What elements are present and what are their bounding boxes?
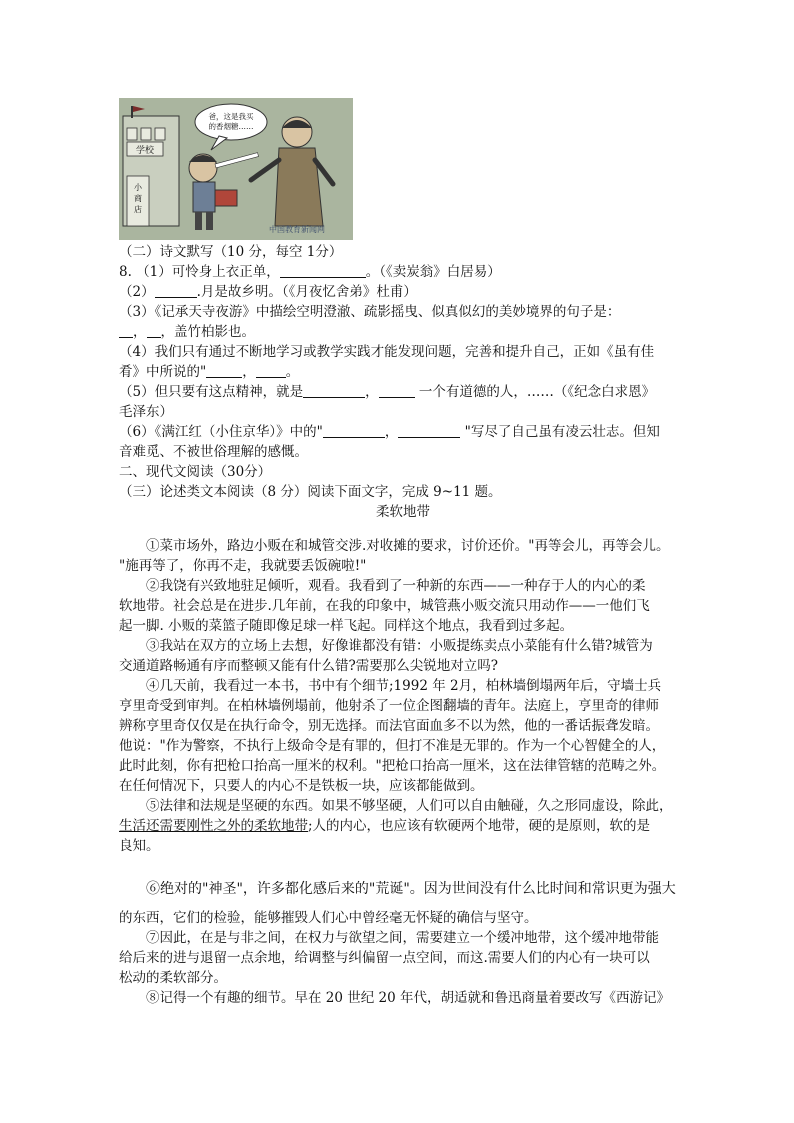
question-8-3-cont: ， ，盖竹柏影也。 xyxy=(119,322,687,342)
svg-text:爸，这是我买: 爸，这是我买 xyxy=(208,112,254,121)
paragraph-5-cont: 生活还需要刚性之外的柔软地带;人的内心，也应该有软硬两个地带，硬的是原则，软的是 xyxy=(119,818,651,834)
paragraph-4: ④几天前，我看过一本书，书中有个细节;1992 年 2月，柏林墙倒塌两年后，守墙士兵 xyxy=(146,678,662,694)
question-8-6: （6）《满江红（小住京华）》中的" ， "写尽了自己虽有凌云壮志。但知 xyxy=(119,424,660,440)
question-8-4: （4）我们只有通过不断地学习或教学实践才能发现问题，完善和提升自己，正如《虽有佳 xyxy=(119,344,655,360)
paragraph-5-cont: 良知。 xyxy=(119,838,160,854)
cartoon-drawing xyxy=(119,98,353,240)
paragraph-2-cont: 软地带。社会总是在进步.几年前，在我的印象中，城管燕小贩交流只用动作——一他们飞 xyxy=(119,598,650,614)
article-body-2 xyxy=(119,878,687,900)
paragraph-6-cont: 的东西，它们的检验，能够摧毁人们心中曾经毫无怀疑的确信与坚守。 xyxy=(119,910,538,926)
answer-blank[interactable] xyxy=(323,423,385,438)
underlined-sentence: 生活还需要刚性之外的柔软地带 xyxy=(119,818,308,834)
question-8-6-cont: 音难觅、不被世俗理解的感慨。 xyxy=(119,444,308,460)
paragraph-4-cont: 辨称亨里奇仅仅是在执行命令，别无选择。而法官面血多不以为然，他的一番话振聋发暗。 xyxy=(119,718,659,734)
answer-blank[interactable] xyxy=(119,323,133,338)
part-two-heading: 二、现代文阅读（30分） xyxy=(119,464,272,480)
answer-blank[interactable] xyxy=(155,283,197,298)
paragraph-1-cont: "施再等了，你再不走，我就要丢饭碗啦!" xyxy=(119,558,367,574)
article-body xyxy=(119,536,687,856)
answer-blank[interactable] xyxy=(379,383,415,398)
svg-text:的香烟糖……: 的香烟糖…… xyxy=(208,122,254,131)
paragraph-7-cont: 给后来的进与退留一点余地，给调整与纠偏留一点空间，而这.需要人们的内心有一块可以 xyxy=(119,950,650,966)
paragraph-1: ①菜市场外，路边小贩在和城管交涉.对收摊的要求，讨价还价。"再等会儿，再等会儿。 xyxy=(146,538,670,554)
paragraph-8: ⑧记得一个有趣的细节。早在 20 世纪 20 年代，胡适就和鲁迅商量着要改写《西游记》 xyxy=(146,990,671,1006)
watermark: 中国教育新闻网 xyxy=(269,225,325,234)
paragraph-7: ⑦因此，在是与非之间，在权力与欲望之间，需要建立一个缓冲地带，这个缓冲地带能 xyxy=(146,930,659,946)
paragraph-3-cont: 交通道路畅通有序而整顿又能有什么错?需要那么尖锐地对立吗? xyxy=(119,658,498,674)
part-three-heading: （三）论述类文本阅读（8 分）阅读下面文字，完成 9~11 题。 xyxy=(119,484,502,500)
answer-blank[interactable] xyxy=(303,383,365,398)
paragraph-4-cont: 他说："作为警察，不执行上级命令是有罪的，但打不准是无罪的。作为一个心智健全的人， xyxy=(119,738,666,754)
answer-blank[interactable] xyxy=(280,263,366,278)
paragraph-7-cont: 松动的柔软部分。 xyxy=(119,970,227,986)
question-8-3: （3）《记承天寺夜游》中描绘空明澄澈、疏影摇曳、似真似幻的美妙境界的句子是： xyxy=(119,304,621,320)
paragraph-6: ⑥绝对的"神圣"，许多都化感后来的"荒诞"。因为世间没有什么比时间和常识更为强大 xyxy=(146,881,676,897)
article-body-3 xyxy=(119,908,687,1008)
paragraph-5: ⑤法律和法规是坚硬的东西。如果不够坚硬，人们可以自由触碰，久之形同虚设，除此， xyxy=(146,798,673,814)
question-8-5-cont: 毛泽东） xyxy=(119,404,173,420)
svg-text:商: 商 xyxy=(134,194,142,203)
paragraph-4-cont: 在任何情况下，只要人的内心不是铁板一块，应该都能做到。 xyxy=(119,778,484,794)
question-8-2: （2） .月是故乡明。（《月夜忆舍弟》杜甫） xyxy=(119,284,417,300)
answer-blank[interactable] xyxy=(206,363,242,378)
poetry-section xyxy=(119,242,687,522)
school-sign: 学校 xyxy=(135,146,155,156)
paragraph-2-cont: 起一脚. 小贩的菜篮子随即像足球一样飞起。同样这个地点，我看到过多起。 xyxy=(119,618,574,634)
question-8-1: 8. （1）可怜身上衣正单， 。（《卖炭翁》白居易） xyxy=(119,264,501,280)
answer-blank[interactable] xyxy=(398,423,460,438)
answer-blank[interactable] xyxy=(256,363,286,378)
answer-blank[interactable] xyxy=(147,323,161,338)
question-8-4-cont: 肴》中所说的" ， 。 xyxy=(119,364,300,380)
cartoon-image xyxy=(119,98,353,240)
article-title: 柔软地带 xyxy=(376,504,430,520)
svg-text:小: 小 xyxy=(134,183,142,192)
paragraph-3: ③我站在双方的立场上去想，好像谁都没有错：小贩提练卖点小菜能有什么错?城管为 xyxy=(146,638,653,654)
section-heading: （二）诗文默写（10 分，每空 1分） xyxy=(119,244,343,260)
paragraph-2: ②我饶有兴致地驻足倾听，观看。我看到了一种新的东西——一种存于人的内心的柔 xyxy=(146,578,646,594)
paragraph-4-cont: 此时此刻，你有把枪口抬高一厘米的权利。"把枪口抬高一厘米，这在法律管辖的范畴之外。 xyxy=(119,758,666,774)
paragraph-4-cont: 亨里奇受到审判。在柏林墙例塌前，他射杀了一位企图翻墙的青年。法庭上，亨里奇的律师 xyxy=(119,698,659,714)
svg-text:店: 店 xyxy=(134,205,142,214)
question-8-5: （5）但只要有这点精神，就是 ， 一个有道德的人，……（《纪念白求恩》 xyxy=(119,384,656,400)
